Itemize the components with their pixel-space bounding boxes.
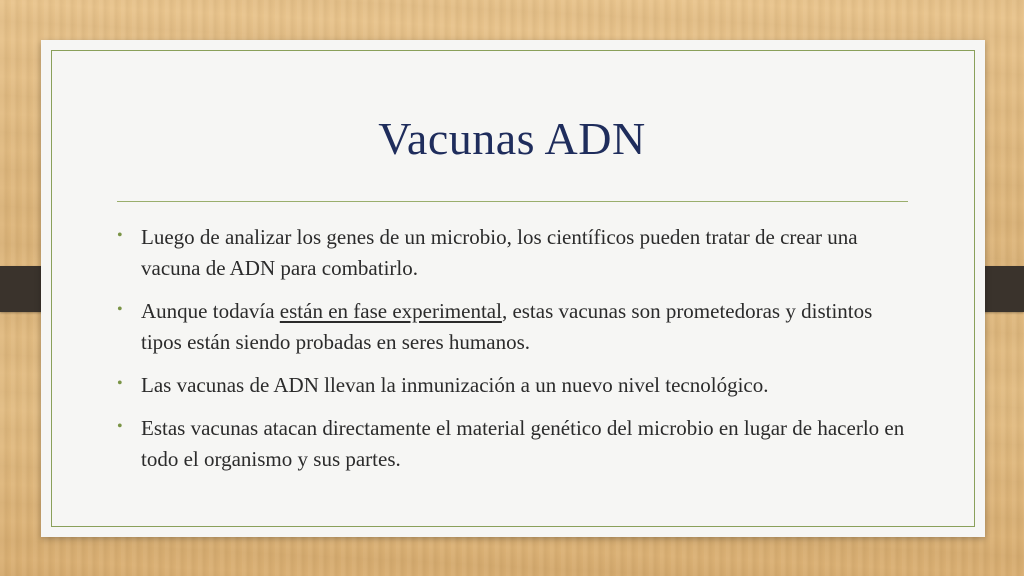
bullet-icon: • (117, 227, 123, 244)
bullet-text: Luego de analizar los genes de un microbio, los científicos pueden tratar de crear una vacuna de ADN para combatirlo. (141, 225, 858, 280)
bullet-text: Aunque todavía (141, 299, 280, 323)
slide-title: Vacunas ADN (378, 113, 646, 164)
bullet-list (117, 222, 907, 487)
bullet-item (117, 222, 907, 284)
bullet-icon: • (117, 418, 123, 435)
bullet-item (117, 370, 907, 401)
bullet-item (117, 413, 907, 475)
bullet-text: Las vacunas de ADN llevan la inmunización a un nuevo nivel tecnológico. (141, 373, 769, 397)
bullet-text: , estas vacunas son prometedoras y distintos tipos están siendo probadas en seres humanos. (141, 299, 873, 354)
title-divider (117, 201, 908, 202)
bullet-icon: • (117, 301, 123, 318)
bullet-text: Estas vacunas atacan directamente el material genético del microbio en lugar de hacerlo en todo el organismo y sus partes. (141, 416, 905, 471)
bullet-text-underlined: están en fase experimental (279, 299, 502, 323)
bullet-item (117, 296, 907, 358)
bullet-icon: • (117, 375, 123, 392)
